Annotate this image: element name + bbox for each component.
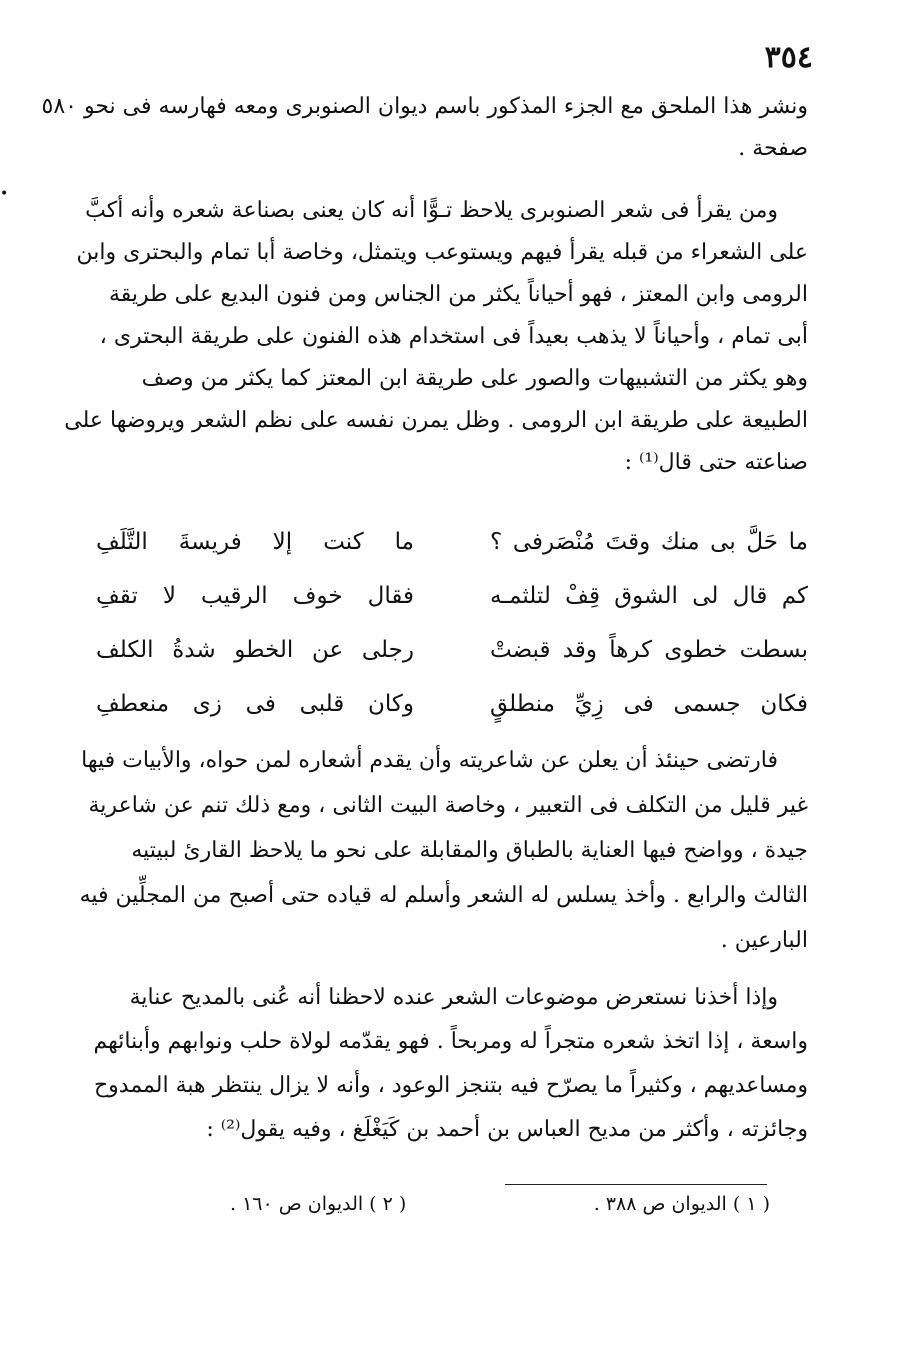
paragraph-line: وهو يكثر من التشبيهات والصور على طريقة ابن المعتز كما يكثر من وصف: [141, 366, 808, 391]
paragraph-1: [41, 86, 808, 170]
footnote-divider: [505, 1184, 767, 1185]
poem-first-hemistich: فكان جسمى فى زِيِّ منطلقٍ: [490, 691, 808, 717]
poem-verse: [96, 515, 808, 569]
paragraph-line: الرومى وابن المعتز ، فهو أحياناً يكثر من الجناس ومن فنون البديع على طريقة: [108, 282, 808, 307]
poem-verse: [96, 569, 808, 623]
poem-first-hemistich: بسطت خطوى كرهاً وقد قبضتْ: [490, 637, 808, 663]
paragraph-line: وجائزته ، وأكثر من مديح العباس بن أحمد بن كَيَغْلَغ ، وفيه يقول⁽²⁾ :: [206, 1117, 808, 1142]
paragraph-line: وإذا أخذنا نستعرض موضوعات الشعر عنده لاحظنا أنه عُنى بالمديح عناية: [129, 985, 778, 1010]
poem-first-hemistich: ما حَلَّ بى منك وقتَ مُنْصَرفى ؟: [490, 529, 808, 555]
paragraph-line: ومساعديهم ، وكثيراً ما يصرّح فيه بتنجز الوعود ، وأنه لا يزال ينتظر هبة الممدوح: [93, 1073, 808, 1098]
paragraph-4: [93, 976, 808, 1152]
footnote-2: ( ٢ ) الديوان ص ١٦٠ .: [230, 1193, 407, 1215]
poem-verse: [96, 677, 808, 731]
poem-first-hemistich: كم قال لى الشوق قِفْ لتلثمـه: [490, 583, 808, 609]
paragraph-line: البارعين .: [720, 928, 808, 953]
paragraph-2: [64, 190, 808, 484]
paragraph-line: واسعة ، إذا اتخذ شعره متجراً له ومربحاً . فهو يقدّمه لولاة حلب ونوابهم وأبنائهم: [93, 1029, 808, 1054]
paragraph-line: ونشر هذا الملحق مع الجزء المذكور باسم ديوان الصنوبرى ومعه فهارسه فى نحو ٥٨٠: [41, 94, 808, 119]
paragraph-line: الطبيعة على طريقة ابن الرومى . وظل يمرن نفسه على نظم الشعر ويروضها على: [64, 408, 808, 433]
poem: [96, 515, 808, 731]
paragraph-line: صفحة .: [738, 136, 808, 161]
paragraph-line: فارتضى حينئذ أن يعلن عن شاعريته وأن يقدم أشعاره لمن حواه، والأبيات فيها: [81, 748, 778, 773]
margin-mark: •: [0, 186, 9, 202]
paragraph-line: الثالث والرابع . وأخذ يسلس له الشعر وأسلم له قياده حتى أصبح من المجلِّين فيه: [79, 883, 808, 908]
poem-second-hemistich: ما كنت إلا فريسةَ التَّلَفِ: [96, 529, 414, 555]
paragraph-line: على الشعراء من قبله يقرأ فيهم ويستوعب ويتمثل، وخاصة أبا تمام والبحترى وابن: [76, 240, 808, 265]
paragraph-line: صناعته حتى قال⁽¹⁾ :: [624, 450, 808, 475]
poem-second-hemistich: رجلى عن الخطو شدةُ الكلف: [96, 637, 414, 663]
paragraph-line: ومن يقرأ فى شعر الصنوبرى يلاحظ تـوًّا أنه كان يعنى بصناعة شعره وأنه أكبَّ: [85, 198, 778, 223]
poem-second-hemistich: وكان قلبى فى زى منعطفِ: [96, 691, 414, 717]
page-number: ٣٥٤: [764, 40, 813, 75]
paragraph-line: جيدة ، وواضح فيها العناية بالطباق والمقابلة على نحو ما يلاحظ القارئ لبيتيه: [131, 838, 808, 863]
footnote-1: ( ١ ) الديوان ص ٣٨٨ .: [593, 1193, 770, 1215]
paragraph-line: أبى تمام ، وأحياناً لا يذهب بعيداً فى استخدام هذه الفنون على طريقة البحترى ،: [99, 324, 808, 349]
paragraph-3: [79, 738, 808, 963]
paragraph-line: غير قليل من التكلف فى التعبير ، وخاصة البيت الثانى ، ومع ذلك تنم عن شاعرية: [88, 793, 808, 818]
footnotes: [230, 1193, 770, 1215]
poem-verse: [96, 623, 808, 677]
poem-second-hemistich: فقال خوف الرقيب لا تقفِ: [96, 583, 414, 609]
